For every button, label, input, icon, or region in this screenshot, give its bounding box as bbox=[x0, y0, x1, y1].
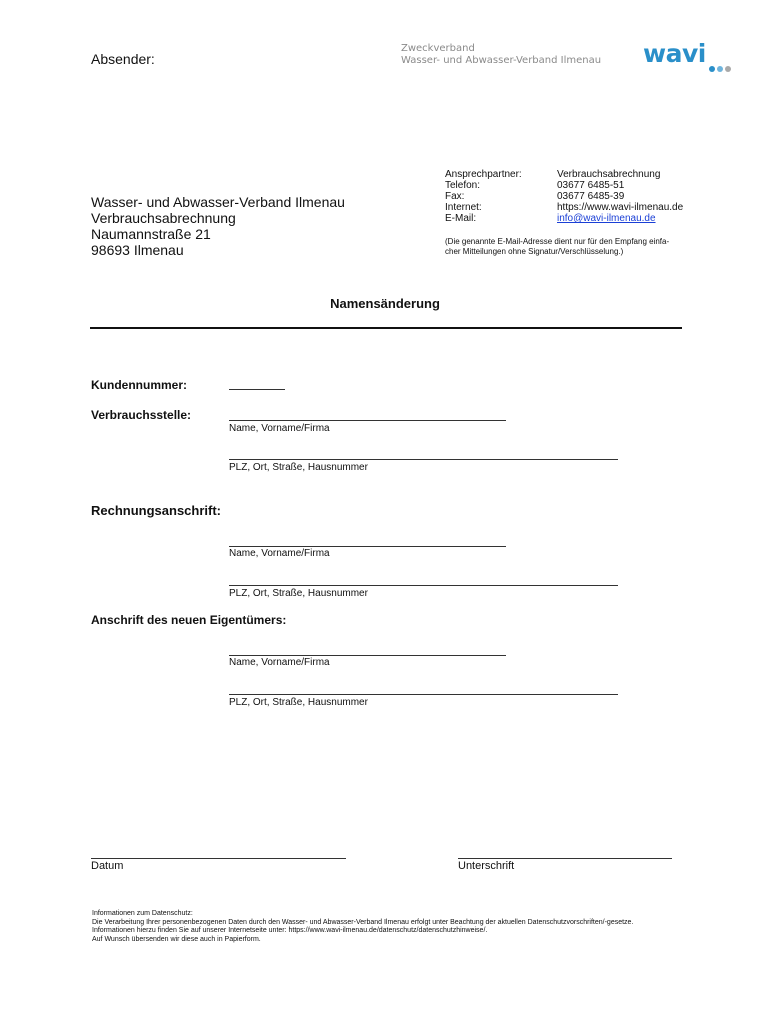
recipient-line: Wasser- und Abwasser-Verband Ilmenau bbox=[91, 194, 345, 210]
website-value: https://www.wavi-ilmenau.de bbox=[557, 202, 684, 213]
contact-row bbox=[445, 191, 683, 202]
privacy-text: Informationen hierzu finden Sie auf unserer Internetseite unter: https://www.wavi-ilmenau.de/datenschutz/datenschutzhinweise/. bbox=[92, 927, 488, 934]
signature-field[interactable] bbox=[458, 858, 672, 859]
contact-value: Verbrauchsabrechnung bbox=[557, 169, 661, 180]
contact-block bbox=[445, 169, 683, 224]
privacy-notice bbox=[92, 910, 633, 944]
title-rule bbox=[90, 327, 682, 329]
recipient-line: Verbrauchsabrechnung bbox=[91, 210, 236, 226]
consumption-address-field[interactable] bbox=[229, 459, 618, 460]
email-note-line: (Die genannte E-Mail-Adresse dient nur für den Empfang einfa- bbox=[445, 237, 670, 246]
new-owner-label: Anschrift des neuen Eigentümers: bbox=[91, 613, 287, 627]
recipient-address bbox=[91, 194, 345, 258]
contact-row bbox=[445, 213, 683, 224]
email-note-line: cher Mitteilungen ohne Signatur/Verschlüsselung.) bbox=[445, 247, 624, 256]
billing-address-field[interactable] bbox=[229, 585, 618, 586]
logo-text: wavi bbox=[643, 39, 706, 68]
contact-row bbox=[445, 169, 683, 180]
contact-label: Internet: bbox=[445, 202, 482, 213]
address-caption: PLZ, Ort, Straße, Hausnummer bbox=[229, 697, 368, 708]
privacy-heading: Informationen zum Datenschutz: bbox=[92, 910, 193, 917]
new-owner-name-field[interactable] bbox=[229, 655, 506, 656]
date-label: Datum bbox=[91, 860, 124, 872]
billing-name-field[interactable] bbox=[229, 546, 506, 547]
name-caption: Name, Vorname/Firma bbox=[229, 548, 330, 559]
customer-number-label: Kundennummer: bbox=[91, 378, 187, 392]
address-caption: PLZ, Ort, Straße, Hausnummer bbox=[229, 462, 368, 473]
address-caption: PLZ, Ort, Straße, Hausnummer bbox=[229, 588, 368, 599]
contact-label: Fax: bbox=[445, 191, 465, 202]
new-owner-address-field[interactable] bbox=[229, 694, 618, 695]
consumption-name-field[interactable] bbox=[229, 420, 506, 421]
signature-label: Unterschrift bbox=[458, 860, 515, 872]
wavi-logo bbox=[643, 40, 731, 72]
phone-value: 03677 6485-51 bbox=[557, 180, 625, 191]
contact-row bbox=[445, 180, 683, 191]
org-line-1: Zweckverband bbox=[401, 43, 475, 54]
privacy-text: Die Verarbeitung Ihrer personenbezogenen Daten durch den Wasser- und Abwasser-Verband Ilmenau erfolgt unter Beachtung der aktuellen Datenschutzvorschriften/-gesetze. bbox=[92, 918, 634, 926]
logo-drop-icon bbox=[709, 66, 715, 72]
consumption-point-label: Verbrauchsstelle: bbox=[91, 408, 192, 422]
organization-name bbox=[401, 43, 601, 67]
date-field[interactable] bbox=[91, 858, 346, 859]
logo-drop-icon bbox=[717, 66, 723, 72]
sender-label: Absender: bbox=[91, 51, 155, 67]
contact-label: E-Mail: bbox=[445, 213, 477, 224]
contact-label: Ansprechpartner: bbox=[445, 169, 522, 180]
logo-drops bbox=[709, 66, 731, 72]
email-link[interactable]: info@wavi-ilmenau.de bbox=[557, 213, 656, 224]
document-title: Namensänderung bbox=[330, 296, 440, 311]
billing-address-label: Rechnungsanschrift: bbox=[91, 503, 222, 518]
logo-drop-icon bbox=[725, 66, 731, 72]
org-line-2: Wasser- und Abwasser-Verband Ilmenau bbox=[401, 55, 602, 66]
recipient-line: 98693 Ilmenau bbox=[91, 242, 184, 258]
privacy-text: Auf Wunsch übersenden wir diese auch in Papierform. bbox=[92, 935, 261, 943]
name-caption: Name, Vorname/Firma bbox=[229, 423, 330, 434]
contact-row bbox=[445, 202, 683, 213]
fax-value: 03677 6485-39 bbox=[557, 191, 625, 202]
contact-label: Telefon: bbox=[445, 180, 481, 191]
recipient-line: Naumannstraße 21 bbox=[91, 226, 211, 242]
name-caption: Name, Vorname/Firma bbox=[229, 657, 330, 668]
email-note bbox=[445, 237, 715, 257]
customer-number-field[interactable] bbox=[229, 389, 285, 390]
